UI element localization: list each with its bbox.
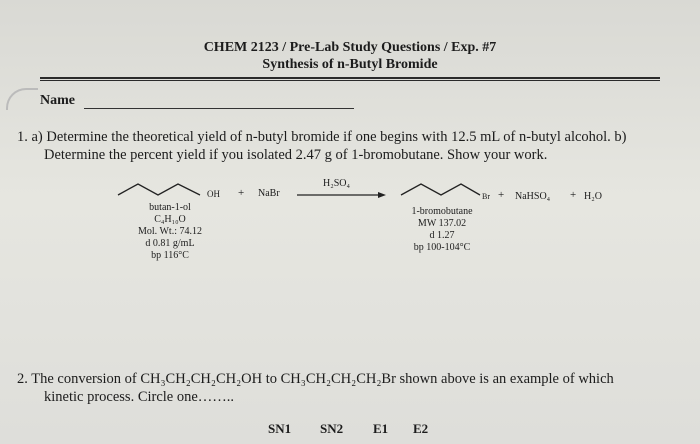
question-2-line-1: 2. The conversion of CH₃CH₂CH₂CH₂OH to CH₃CH₂CH₂CH₂Br shown above is an example of which	[17, 371, 614, 387]
reaction-arrowhead	[378, 192, 386, 198]
bromine-label: Br	[482, 192, 490, 201]
plus-sign: +	[498, 189, 505, 201]
product-bp: bp 100-104°C	[413, 242, 471, 253]
choice-e2[interactable]: E2	[413, 421, 429, 436]
product-density: d 1.27	[429, 230, 455, 241]
choice-sn2[interactable]: SN2	[320, 421, 344, 436]
worksheet-title: CHEM 2123 / Pre-Lab Study Questions / Exp. #7	[203, 40, 497, 55]
choice-e1[interactable]: E1	[373, 421, 389, 436]
question-2-line-2: kinetic process. Circle one……..	[44, 389, 235, 405]
water-label: H₂O	[584, 191, 602, 202]
reactant-mol-wt: Mol. Wt.: 74.12	[138, 226, 202, 237]
h2so4-label: H₂SO₄	[323, 178, 350, 189]
plus-sign: +	[570, 189, 577, 201]
nabr-label: NaBr	[258, 188, 280, 199]
butanol-skeleton	[118, 184, 200, 195]
product-name: 1-bromobutane	[411, 206, 473, 217]
worksheet-subtitle: Synthesis of n-Butyl Bromide	[262, 57, 438, 72]
reactant-formula: C₄H₁₀O	[154, 214, 186, 225]
reactant-info	[120, 202, 220, 262]
product-mw: MW 137.02	[417, 218, 467, 229]
plus-sign: +	[238, 187, 245, 199]
reactant-density: d 0.81 g/mL	[145, 238, 195, 249]
reactant-name: butan-1-ol	[149, 202, 191, 213]
question-1-line-1: 1. a) Determine the theoretical yield of n-butyl bromide if one begins with 12.5 mL of n-butyl alcohol. b)	[17, 129, 627, 145]
bromobutane-skeleton	[401, 184, 480, 195]
question-1-line-2: Determine the percent yield if you isolated 2.47 g of 1-bromobutane. Show your work.	[44, 147, 548, 163]
reactant-bp: bp 116°C	[151, 250, 189, 261]
hydroxyl-label: OH	[207, 189, 220, 199]
name-label: Name	[40, 93, 75, 108]
product-info	[387, 206, 497, 254]
nahso4-label: NaHSO₄	[515, 191, 551, 202]
choice-sn1[interactable]: SN1	[268, 421, 292, 436]
